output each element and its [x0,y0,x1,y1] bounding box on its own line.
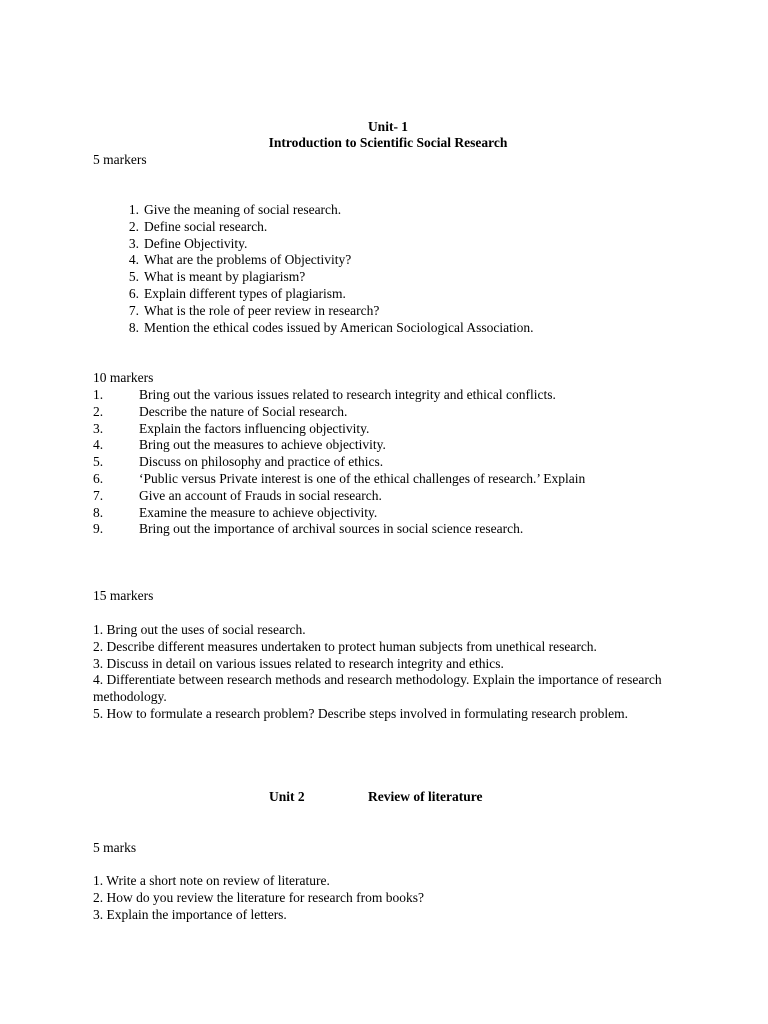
list-item: 5. How to formulate a research problem? Describe steps involved in formulating research problem. [93,705,628,721]
unit1-title: Unit- 1 [367,119,409,134]
unit2-five-marks-heading: 5 marks [93,840,137,855]
list-item: 3. Explain the importance of letters. [93,906,287,922]
list-item: 3. Explain the factors influencing objectivity. [93,420,370,436]
list-item: 4. Bring out the measures to achieve objectivity. [93,437,386,453]
unit2-label: Unit 2 [269,789,305,804]
list-item: 6. Explain different types of plagiarism. [128,285,346,301]
list-item: 7. Give an account of Frauds in social research. [93,487,382,503]
unit2-list [93,873,683,923]
list-item: 5. What is meant by plagiarism? [128,269,306,285]
list-item: 9. Bring out the importance of archival sources in social science research. [93,521,524,537]
list-item: 2. How do you review the literature for research from books? [93,889,425,905]
list-item: 2. Define social research. [128,218,268,234]
five-markers-heading: 5 markers [93,152,147,167]
list-item: 2. Describe different measures undertaken to protect human subjects from unethical research. [93,638,597,654]
ten-markers-heading: 10 markers [93,370,154,385]
five-markers-list [93,202,683,336]
list-item: 3. Discuss in detail on various issues related to research integrity and ethics. [93,655,504,671]
list-item: 6. ‘Public versus Private interest is one of the ethical challenges of research.’ Explain [93,470,586,486]
unit2-title: Review of literature [368,789,483,804]
list-item: 3. Define Objectivity. [128,235,248,251]
list-item: 2. Describe the nature of Social research. [93,403,348,419]
list-item: 8. Mention the ethical codes issued by American Sociological Association. [128,319,534,335]
unit1-subtitle: Introduction to Scientific Social Research [268,135,508,150]
list-item: 7. What is the role of peer review in research? [128,302,380,318]
list-item: 4. Differentiate between research methods and research methodology. Explain the importance of research methodology. [93,672,662,705]
list-item: 5. Discuss on philosophy and practice of ethics. [93,454,384,470]
list-item: 1. Write a short note on review of literature. [93,873,330,888]
list-item: 1. Give the meaning of social research. [128,202,342,217]
list-item: 1. Bring out the uses of social research. [93,622,306,637]
list-item: 1. Bring out the various issues related to research integrity and ethical conflicts. [93,387,556,402]
ten-markers-list [93,387,683,538]
unit2-heading [0,789,768,807]
fifteen-markers-heading: 15 markers [93,588,154,603]
fifteen-markers-list [93,622,683,723]
list-item: 4. What are the problems of Objectivity? [128,252,352,268]
list-item: 8. Examine the measure to achieve objectivity. [93,504,378,520]
